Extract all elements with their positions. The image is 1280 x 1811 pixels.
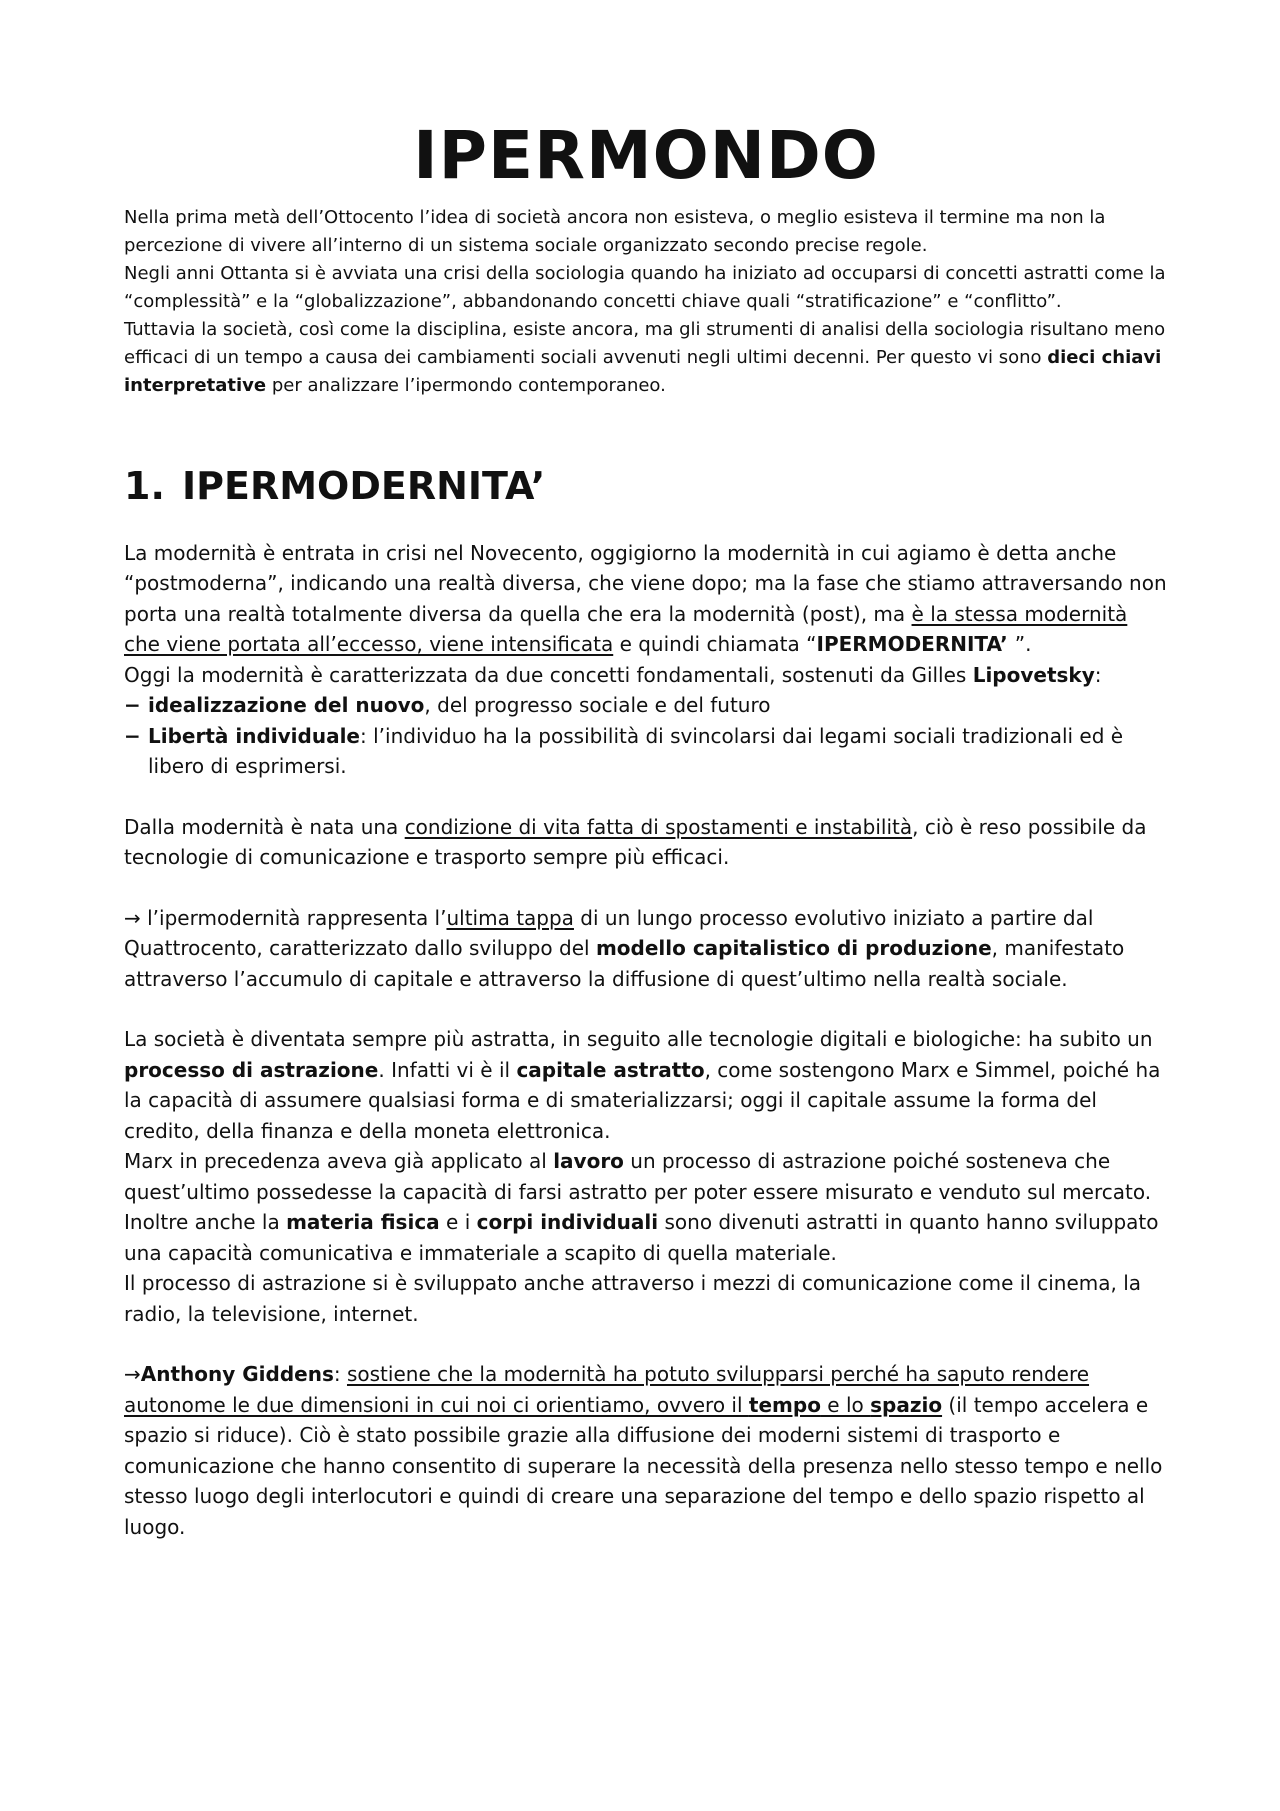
concept-list bbox=[124, 690, 1168, 782]
arrow-icon: → bbox=[124, 1362, 141, 1387]
intro-section bbox=[124, 204, 1168, 400]
intro-paragraph-2: Negli anni Ottanta si è avviata una crisi della sociologia quando ha iniziato ad occuparsi di concetti astratti come la “complessità” e la “globalizzazione”, abbandonando concetti chiave quali “stratificazione” e “conflitto”. bbox=[124, 262, 1166, 312]
body-text: Dalla modernità è nata una bbox=[124, 814, 405, 839]
bold-text: materia fisica bbox=[286, 1210, 440, 1235]
body-text: ”. bbox=[1014, 632, 1032, 657]
list-item-text: : l’individuo ha la possibilità di svincolarsi dai legami sociali tradizionali ed è libero di esprimersi. bbox=[148, 723, 1124, 779]
underlined-text: e lo bbox=[820, 1392, 871, 1417]
section-number: 1. bbox=[124, 463, 165, 508]
list-item-text: , del progresso sociale e del futuro bbox=[424, 693, 771, 718]
underlined-bold-text: tempo bbox=[748, 1392, 821, 1417]
body-text: sono divenuti astratti in quanto hanno sviluppato una capacità comunicativa e immateriale a scapito di quella materiale. bbox=[124, 1210, 1159, 1265]
intro-paragraph-1: Nella prima metà dell’Ottocento l’idea di società ancora non esisteva, o meglio esisteva il termine ma non la percezione di vivere all’interno di un sistema sociale organizzato secondo precise regole. bbox=[124, 206, 1106, 256]
body-text: . Infatti vi è il bbox=[378, 1057, 517, 1082]
underlined-text: ultima tappa bbox=[446, 905, 574, 930]
body-paragraph-5 bbox=[124, 1024, 1168, 1146]
bold-text: corpi individuali bbox=[476, 1210, 659, 1235]
intro-paragraph-3 bbox=[124, 316, 1168, 400]
body-text: , ciò è reso possibile da tecnologie di comunicazione e trasporto sempre più efficaci. bbox=[124, 814, 1147, 870]
body-paragraph-4 bbox=[124, 903, 1168, 995]
bold-text: processo di astrazione bbox=[124, 1057, 379, 1082]
body-paragraph-7: Il processo di astrazione si è sviluppato anche attraverso i mezzi di comunicazione come il cinema, la radio, la televisione, internet. bbox=[124, 1271, 1142, 1326]
body-text: : bbox=[1094, 662, 1102, 687]
underlined-text: sostiene che la modernità ha potuto svilupparsi perché ha saputo rendere autonome le due dimensioni in cui noi ci orientiamo, ovvero il bbox=[124, 1362, 1090, 1417]
bold-text: modello capitalistico di produzione bbox=[595, 936, 992, 961]
body-paragraph-6 bbox=[124, 1146, 1168, 1268]
section-heading bbox=[124, 463, 1168, 508]
underlined-text: è la stessa modernità che viene portata all’eccesso, viene intensificata bbox=[124, 601, 1128, 657]
body-text: di un lungo processo evolutivo iniziato a partire dal Quattrocento, caratterizzato dallo sviluppo del bbox=[124, 905, 1094, 961]
bold-text: IPERMODERNITA’ bbox=[816, 632, 1015, 657]
bold-text: capitale astratto bbox=[516, 1057, 705, 1082]
body-text: Oggi la modernità è caratterizzata da due concetti fondamentali, sostenuti da Gilles bbox=[124, 662, 973, 687]
body-paragraph-2 bbox=[124, 660, 1168, 691]
body-text: , manifestato attraverso l’accumulo di capitale e attraverso la diffusione di quest’ultimo nella realtà sociale. bbox=[124, 936, 1125, 991]
dash-bullet: − bbox=[124, 723, 141, 748]
body-text: (il tempo accelera e spazio si riduce). Ciò è stato possibile grazie alla diffusione dei moderni sistemi di trasporto e comunicazione che hanno consentito di superare la necessità della presenza nello stesso tempo e nello stesso luogo degli interlocutori e quindi di creare una separazione del tempo e dello spazio rispetto al luogo. bbox=[124, 1392, 1163, 1539]
intro-bold-keys: dieci chiavi interpretative bbox=[124, 346, 1162, 396]
body-text: l’ipermodernità rappresenta l’ bbox=[140, 905, 447, 930]
body-text: : bbox=[333, 1362, 347, 1387]
bold-text: Anthony Giddens bbox=[140, 1362, 334, 1387]
body-text: La modernità è entrata in crisi nel Novecento, oggigiorno la modernità in cui agiamo è detta anche “postmoderna”, indicando una realtà diversa, che viene dopo; ma la fase che stiamo attraversando non porta una realtà totalmente diversa da quella che era la modernità (post), ma bbox=[124, 540, 1167, 626]
intro-text: per analizzare l’ipermondo contemporaneo. bbox=[266, 374, 666, 396]
list-item-bold: Libertà individuale bbox=[148, 723, 360, 748]
body-text: , come sostengono Marx e Simmel, poiché ha la capacità di assumere qualsiasi forma e di smaterializzarsi; oggi il capitale assume la forma del credito, della finanza e della moneta elettronica. bbox=[124, 1057, 1161, 1143]
body-text: Marx in precedenza aveva già applicato al bbox=[124, 1149, 554, 1174]
body-text: e i bbox=[439, 1210, 477, 1235]
body-paragraph-3 bbox=[124, 812, 1168, 873]
list-item bbox=[124, 690, 1168, 721]
body-paragraph-1 bbox=[124, 538, 1168, 660]
body-paragraph-8 bbox=[124, 1359, 1168, 1542]
body-text: La società è diventata sempre più astratta, in seguito alle tecnologie digitali e biologiche: ha subito un bbox=[124, 1027, 1153, 1052]
page-title: IPERMONDO bbox=[413, 117, 879, 194]
underlined-text: condizione di vita fatta di spostamenti e instabilità bbox=[404, 814, 913, 839]
list-item bbox=[124, 721, 1168, 782]
section-title: IPERMODERNITA’ bbox=[182, 463, 546, 508]
body-text: un processo di astrazione poiché sosteneva che quest’ultimo possedesse la capacità di farsi astratto per poter essere misurato e venduto sul mercato. Inoltre anche la bbox=[124, 1149, 1152, 1235]
section-body bbox=[124, 538, 1168, 1543]
dash-bullet: − bbox=[124, 693, 141, 718]
arrow-icon: → bbox=[124, 905, 141, 930]
bold-text: Lipovetsky bbox=[972, 662, 1095, 687]
list-item-bold: idealizzazione del nuovo bbox=[148, 693, 425, 718]
bold-text: lavoro bbox=[553, 1149, 624, 1174]
intro-text: Tuttavia la società, così come la disciplina, esiste ancora, ma gli strumenti di analisi della sociologia risultano meno efficaci di un tempo a causa dei cambiamenti sociali avvenuti negli ultimi decenni. Per questo vi sono bbox=[124, 318, 1166, 368]
body-text: e quindi chiamata “ bbox=[613, 632, 817, 657]
underlined-bold-text: spazio bbox=[870, 1392, 943, 1417]
